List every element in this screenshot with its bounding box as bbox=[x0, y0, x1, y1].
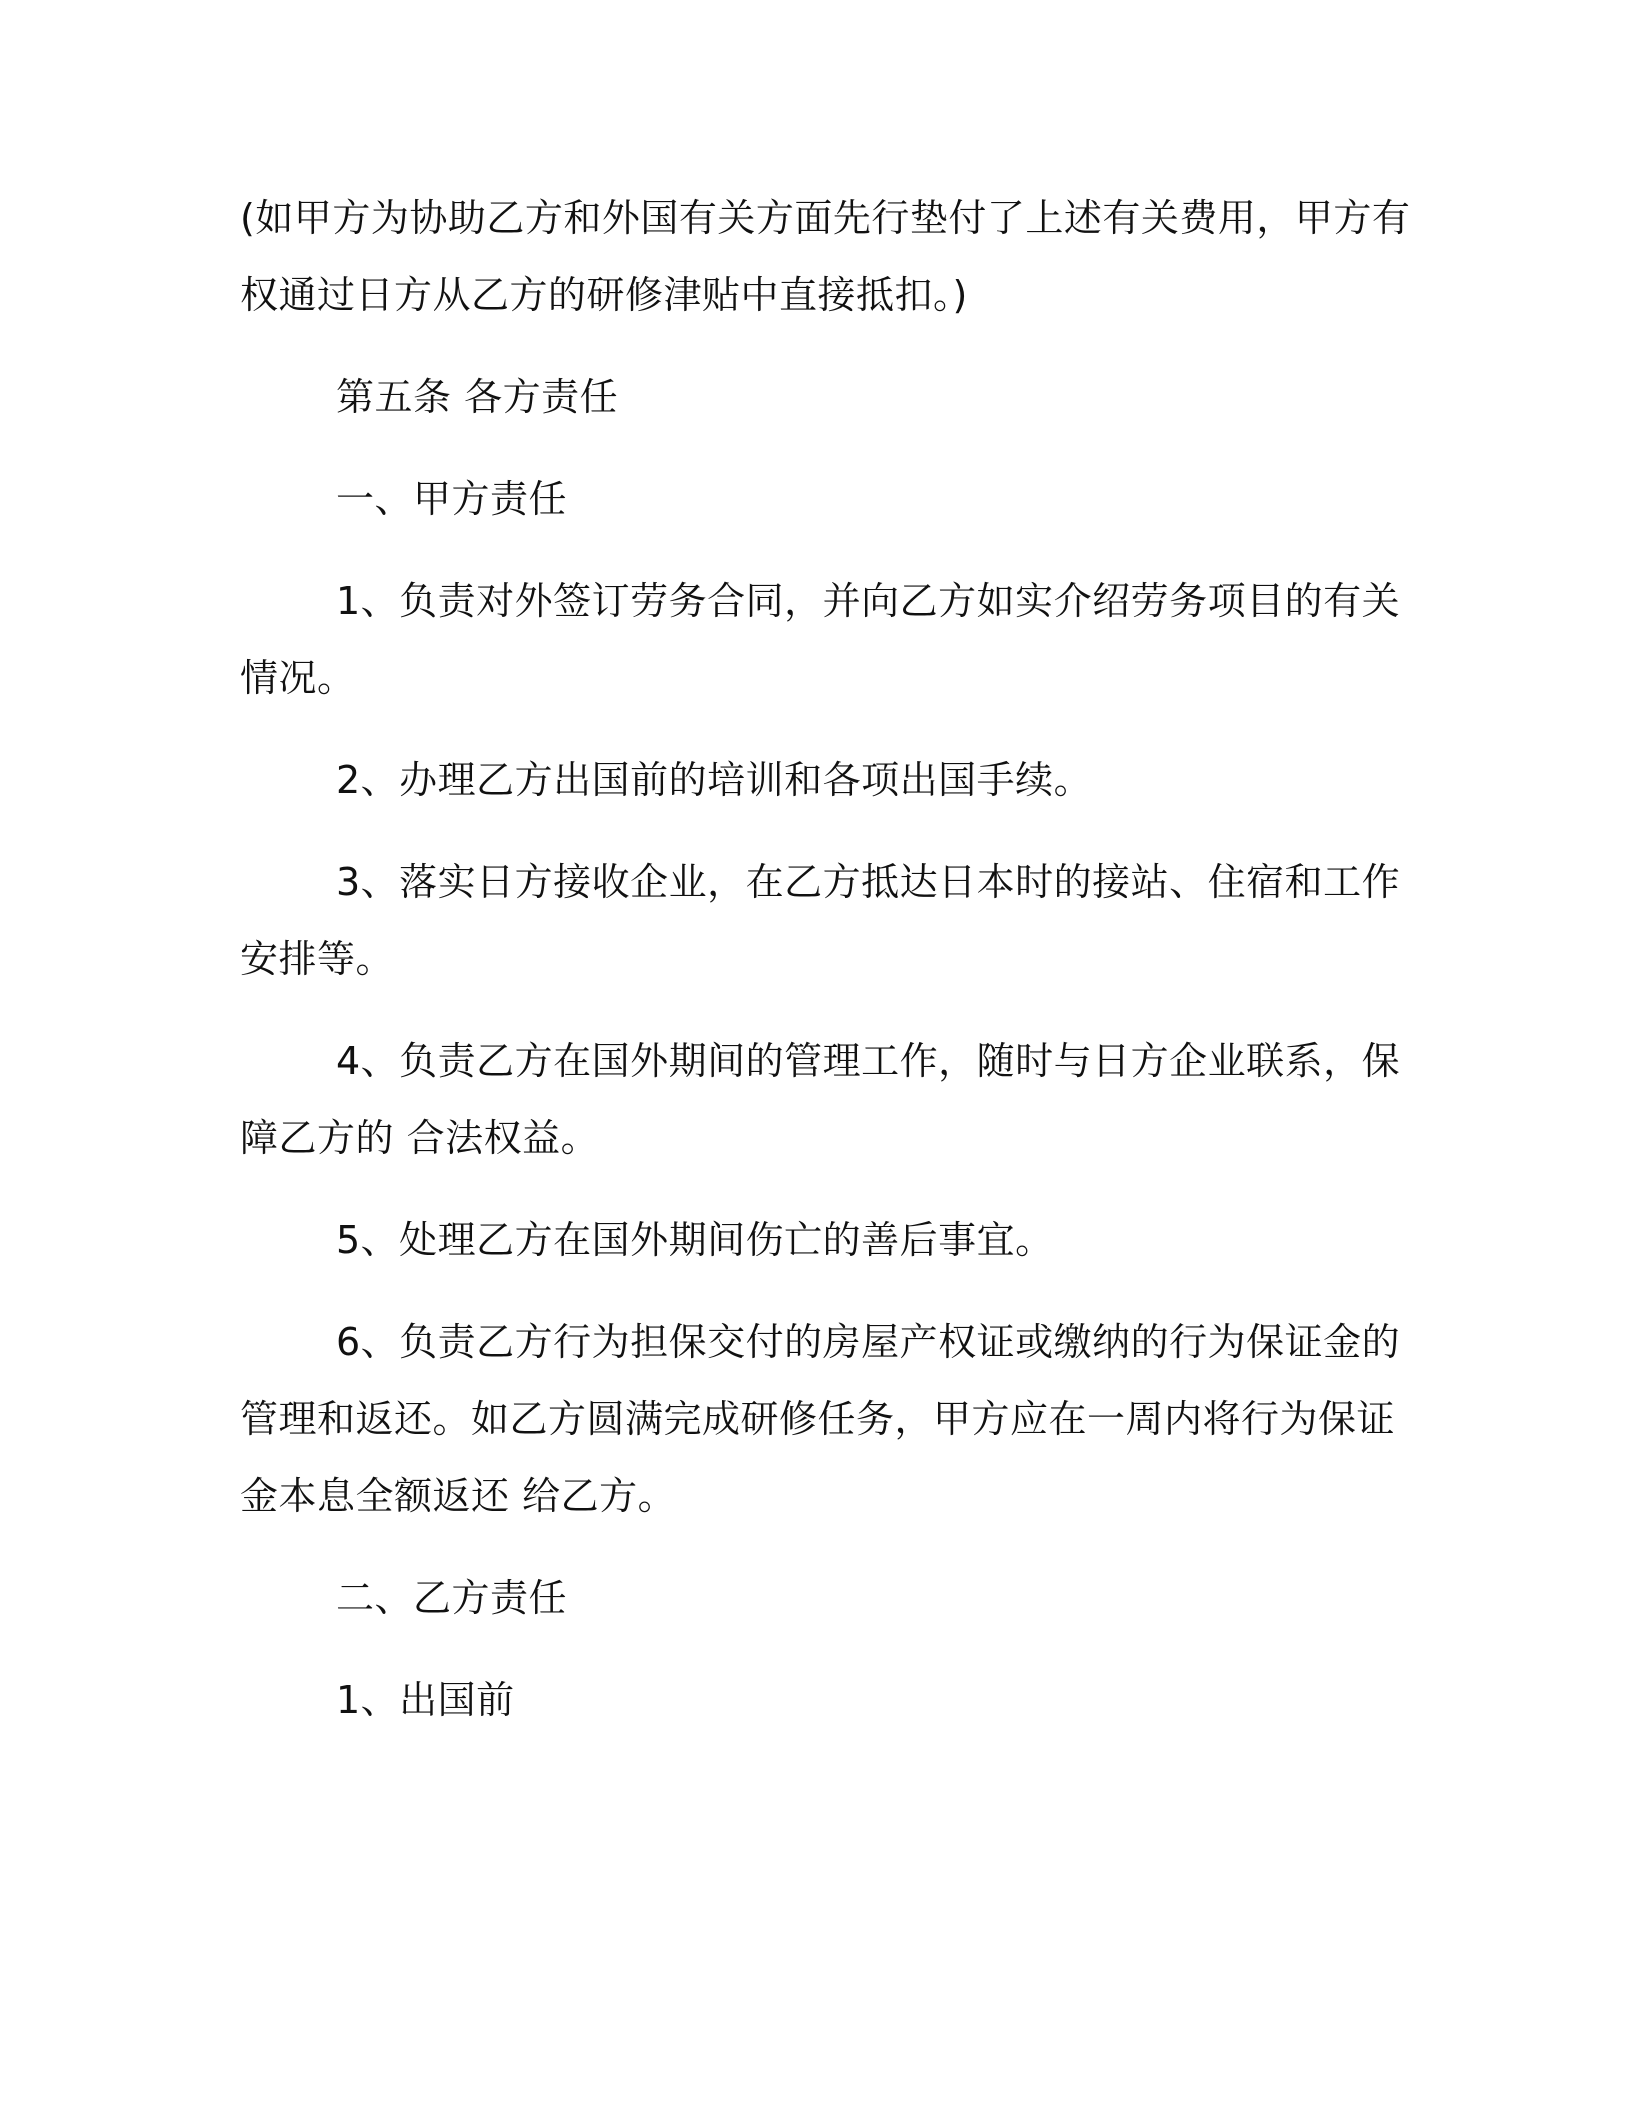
paragraph-line: 管理和返还。如乙方圆满完成研修任务，甲方应在一周内将行为保证 bbox=[240, 1397, 1396, 1441]
paragraph-line: 4、负责乙方在国外期间的管理工作，随时与日方企业联系，保 bbox=[336, 1039, 1401, 1083]
paragraph-line: 金本息全额返还 给乙方。 bbox=[240, 1474, 677, 1518]
paragraph-line: 1、负责对外签订劳务合同，并向乙方如实介绍劳务项目的有关 bbox=[336, 579, 1401, 623]
section-heading: 二、乙方责任 bbox=[336, 1576, 568, 1620]
paragraph-line: 6、负责乙方行为担保交付的房屋产权证或缴纳的行为保证金的 bbox=[336, 1320, 1401, 1364]
paragraph-line: 障乙方的 合法权益。 bbox=[240, 1116, 600, 1160]
paragraph-line: 1、出国前 bbox=[336, 1678, 515, 1722]
paragraph-line: (如甲方为协助乙方和外国有关方面先行垫付了上述有关费用，甲方有 bbox=[240, 196, 1411, 240]
section-heading: 一、甲方责任 bbox=[336, 477, 568, 521]
paragraph-line: 权通过日方从乙方的研修津贴中直接抵扣。) bbox=[240, 273, 968, 317]
paragraph-line: 情况。 bbox=[240, 656, 356, 700]
paragraph-line: 5、处理乙方在国外期间伤亡的善后事宜。 bbox=[336, 1218, 1054, 1262]
paragraph-line: 3、落实日方接收企业，在乙方抵达日本时的接站、住宿和工作 bbox=[336, 860, 1401, 904]
document-page bbox=[240, 0, 1411, 2112]
paragraph-line: 安排等。 bbox=[240, 937, 395, 981]
article-heading: 第五条 各方责任 bbox=[336, 375, 619, 419]
paragraph-line: 2、办理乙方出国前的培训和各项出国手续。 bbox=[336, 758, 1093, 802]
